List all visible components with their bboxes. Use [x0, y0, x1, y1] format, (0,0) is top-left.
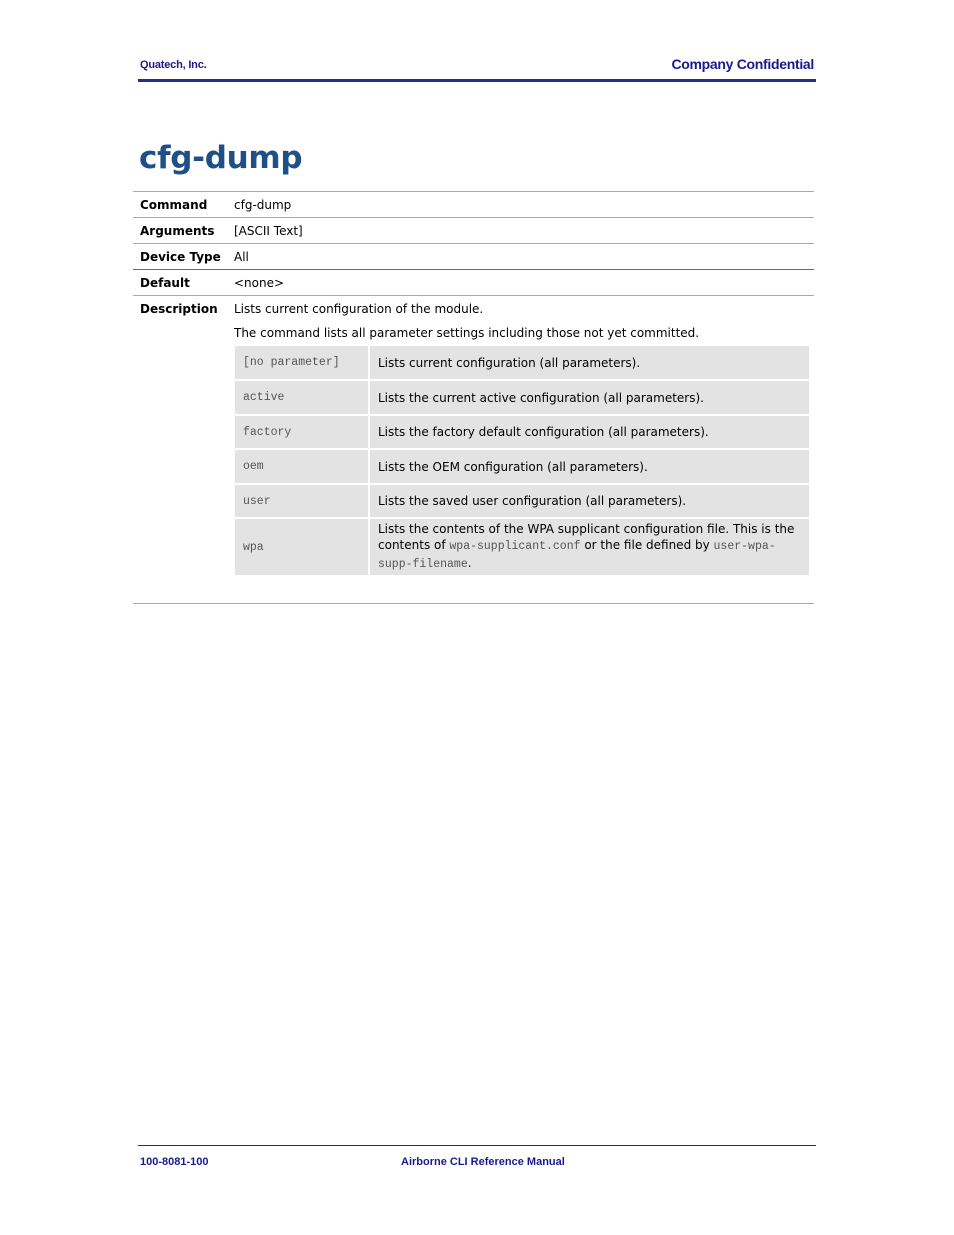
header-rule	[138, 79, 816, 82]
parameter-name: active	[235, 381, 368, 414]
wpa-text-1: Lists the contents of the WPA supplicant configuration file. This is the contents of	[378, 522, 795, 552]
row-value: All	[234, 250, 249, 264]
parameter-name: oem	[235, 450, 368, 483]
parameter-desc: Lists the saved user configuration (all parameters).	[370, 485, 809, 517]
parameter-name: [no parameter]	[235, 346, 368, 379]
table-row	[133, 217, 814, 243]
parameter-desc: Lists the current active configuration (all parameters).	[370, 381, 809, 414]
row-value: <none>	[234, 276, 285, 290]
row-value: cfg-dump	[234, 198, 292, 212]
wpa-code-1: wpa-supplicant.conf	[449, 540, 581, 553]
row-key: Arguments	[140, 224, 215, 238]
footer-doc-number: 100-8081-100	[140, 1156, 209, 1168]
parameter-row	[235, 381, 809, 414]
page-title: cfg-dump	[139, 140, 303, 176]
header-confidential: Company Confidential	[671, 56, 814, 72]
parameter-desc: Lists the factory default configuration (all parameters).	[370, 416, 809, 448]
parameter-desc: Lists current configuration (all parameters).	[370, 346, 809, 379]
row-value: [ASCII Text]	[234, 224, 303, 238]
wpa-text-3: .	[467, 556, 472, 570]
description-row	[133, 295, 814, 604]
parameter-row	[235, 346, 809, 379]
row-key: Device Type	[140, 250, 221, 264]
parameter-row	[235, 485, 809, 517]
row-key: Default	[140, 276, 190, 290]
parameter-row	[235, 416, 809, 448]
parameter-row	[235, 450, 809, 483]
parameter-name: factory	[235, 416, 368, 448]
command-table	[133, 191, 814, 604]
row-key: Description	[140, 302, 218, 316]
table-row	[133, 191, 814, 217]
row-key: Command	[140, 198, 208, 212]
wpa-code-2: user-wpa-supp-filename	[378, 540, 776, 571]
parameter-table	[235, 346, 809, 577]
parameter-desc	[370, 519, 809, 575]
parameter-desc: Lists the OEM configuration (all parameters).	[370, 450, 809, 483]
table-row	[133, 243, 814, 269]
parameter-name: wpa	[235, 519, 368, 575]
table-row	[133, 269, 814, 295]
footer-manual-title: Airborne CLI Reference Manual	[401, 1156, 565, 1168]
wpa-text-2: or the file defined by	[580, 538, 714, 552]
parameter-row	[235, 519, 809, 575]
description-line-2: The command lists all parameter settings including those not yet committed.	[234, 326, 700, 340]
parameter-name: user	[235, 485, 368, 517]
footer-rule	[138, 1145, 816, 1146]
header-company: Quatech, Inc.	[140, 59, 207, 71]
description-line-1: Lists current configuration of the module.	[234, 302, 484, 316]
